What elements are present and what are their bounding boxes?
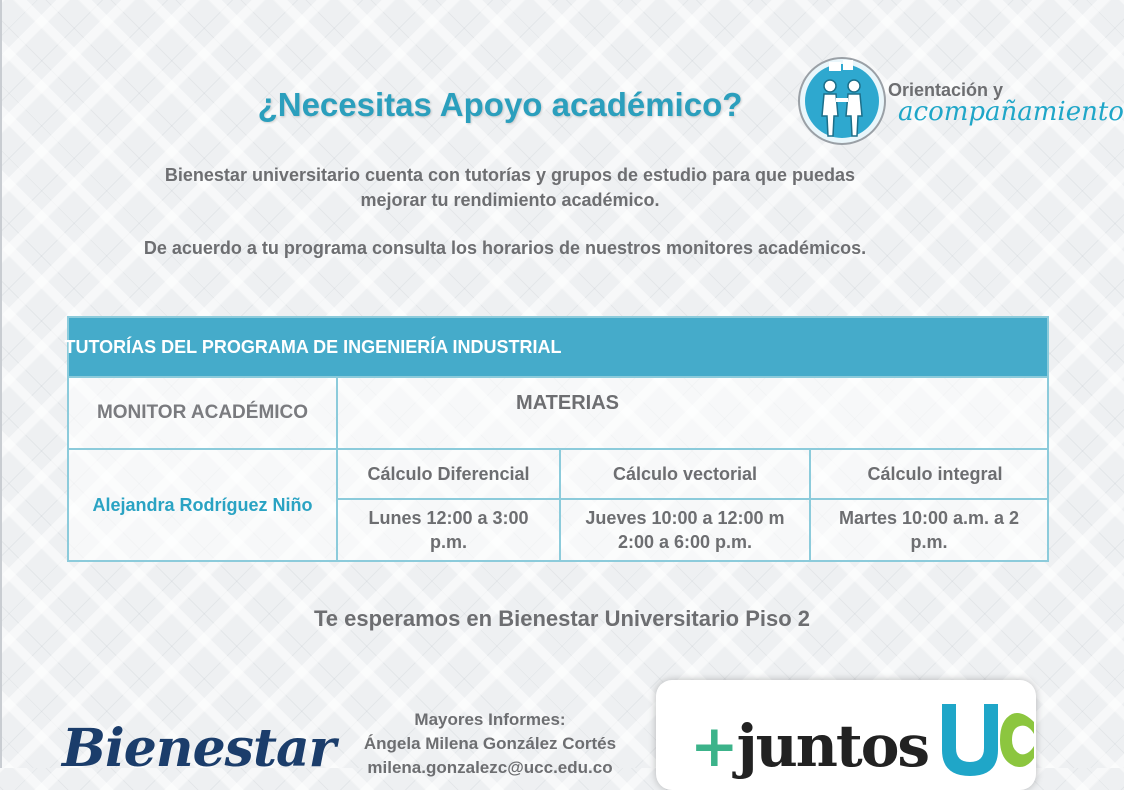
intro-line-3: De acuerdo a tu programa consulta los horarios de nuestros monitores académicos.: [143, 238, 867, 258]
time-line-2: p.m.: [429, 532, 467, 552]
logo-text-acompanamiento: acompañamiento: [898, 97, 1124, 127]
page-title: ¿Necesitas Apoyo académico?: [257, 86, 743, 123]
table-header-row: [68, 377, 1048, 449]
intro-line-1: Bienestar universitario cuenta con tutorías y grupos de estudio para que puedas: [164, 165, 856, 185]
page-edge: [0, 0, 2, 768]
juntos-plus-sign: +: [690, 712, 737, 780]
table-row: [68, 449, 1048, 499]
contact-info: [300, 708, 680, 780]
subjects-column-header: MATERIAS: [337, 377, 1048, 449]
contact-email[interactable]: milena.gonzalezc@ucc.edu.co: [367, 758, 613, 777]
time-line-1: Martes 10:00 a.m. a 2: [838, 508, 1020, 528]
subject-calculo-integral: Cálculo integral: [810, 449, 1048, 499]
ucc-logo-icon: [936, 700, 1036, 780]
time-line-2: 2:00 a 6:00 p.m.: [617, 532, 753, 552]
monitor-name: Alejandra Rodríguez Niño: [68, 449, 337, 561]
intro-paragraph: [100, 163, 920, 213]
time-calculo-vectorial: [560, 499, 810, 561]
bienestar-logo: Bienestar: [62, 718, 336, 779]
juntos-logo: [690, 712, 928, 780]
logo-text-orientacion: Orientación y: [888, 80, 1004, 100]
tutoring-schedule-table: [64, 316, 1049, 562]
table-title-row: [68, 317, 1048, 377]
orientation-people-icon: [797, 56, 887, 146]
subject-calculo-vectorial: Cálculo vectorial: [560, 449, 810, 499]
intro-line-2: mejorar tu rendimiento académico.: [360, 190, 660, 210]
juntos-word: juntos: [736, 712, 929, 780]
time-line-1: Lunes 12:00 a 3:00: [368, 508, 529, 528]
time-line-2: p.m.: [910, 532, 948, 552]
table-title: TUTORÍAS DEL PROGRAMA DE INGENIERÍA INDUSTRIAL: [68, 317, 1048, 377]
subject-calculo-diferencial: Cálculo Diferencial: [337, 449, 560, 499]
contact-name: Ángela Milena González Cortés: [363, 734, 617, 753]
time-calculo-diferencial: [337, 499, 560, 561]
info-label: Mayores Informes:: [414, 710, 566, 729]
time-calculo-integral: [810, 499, 1048, 561]
time-line-1: Jueves 10:00 a 12:00 m: [585, 508, 785, 528]
monitor-column-header: MONITOR ACADÉMICO: [68, 377, 337, 449]
location-message: Te esperamos en Bienestar Universitario Piso 2: [313, 606, 811, 631]
